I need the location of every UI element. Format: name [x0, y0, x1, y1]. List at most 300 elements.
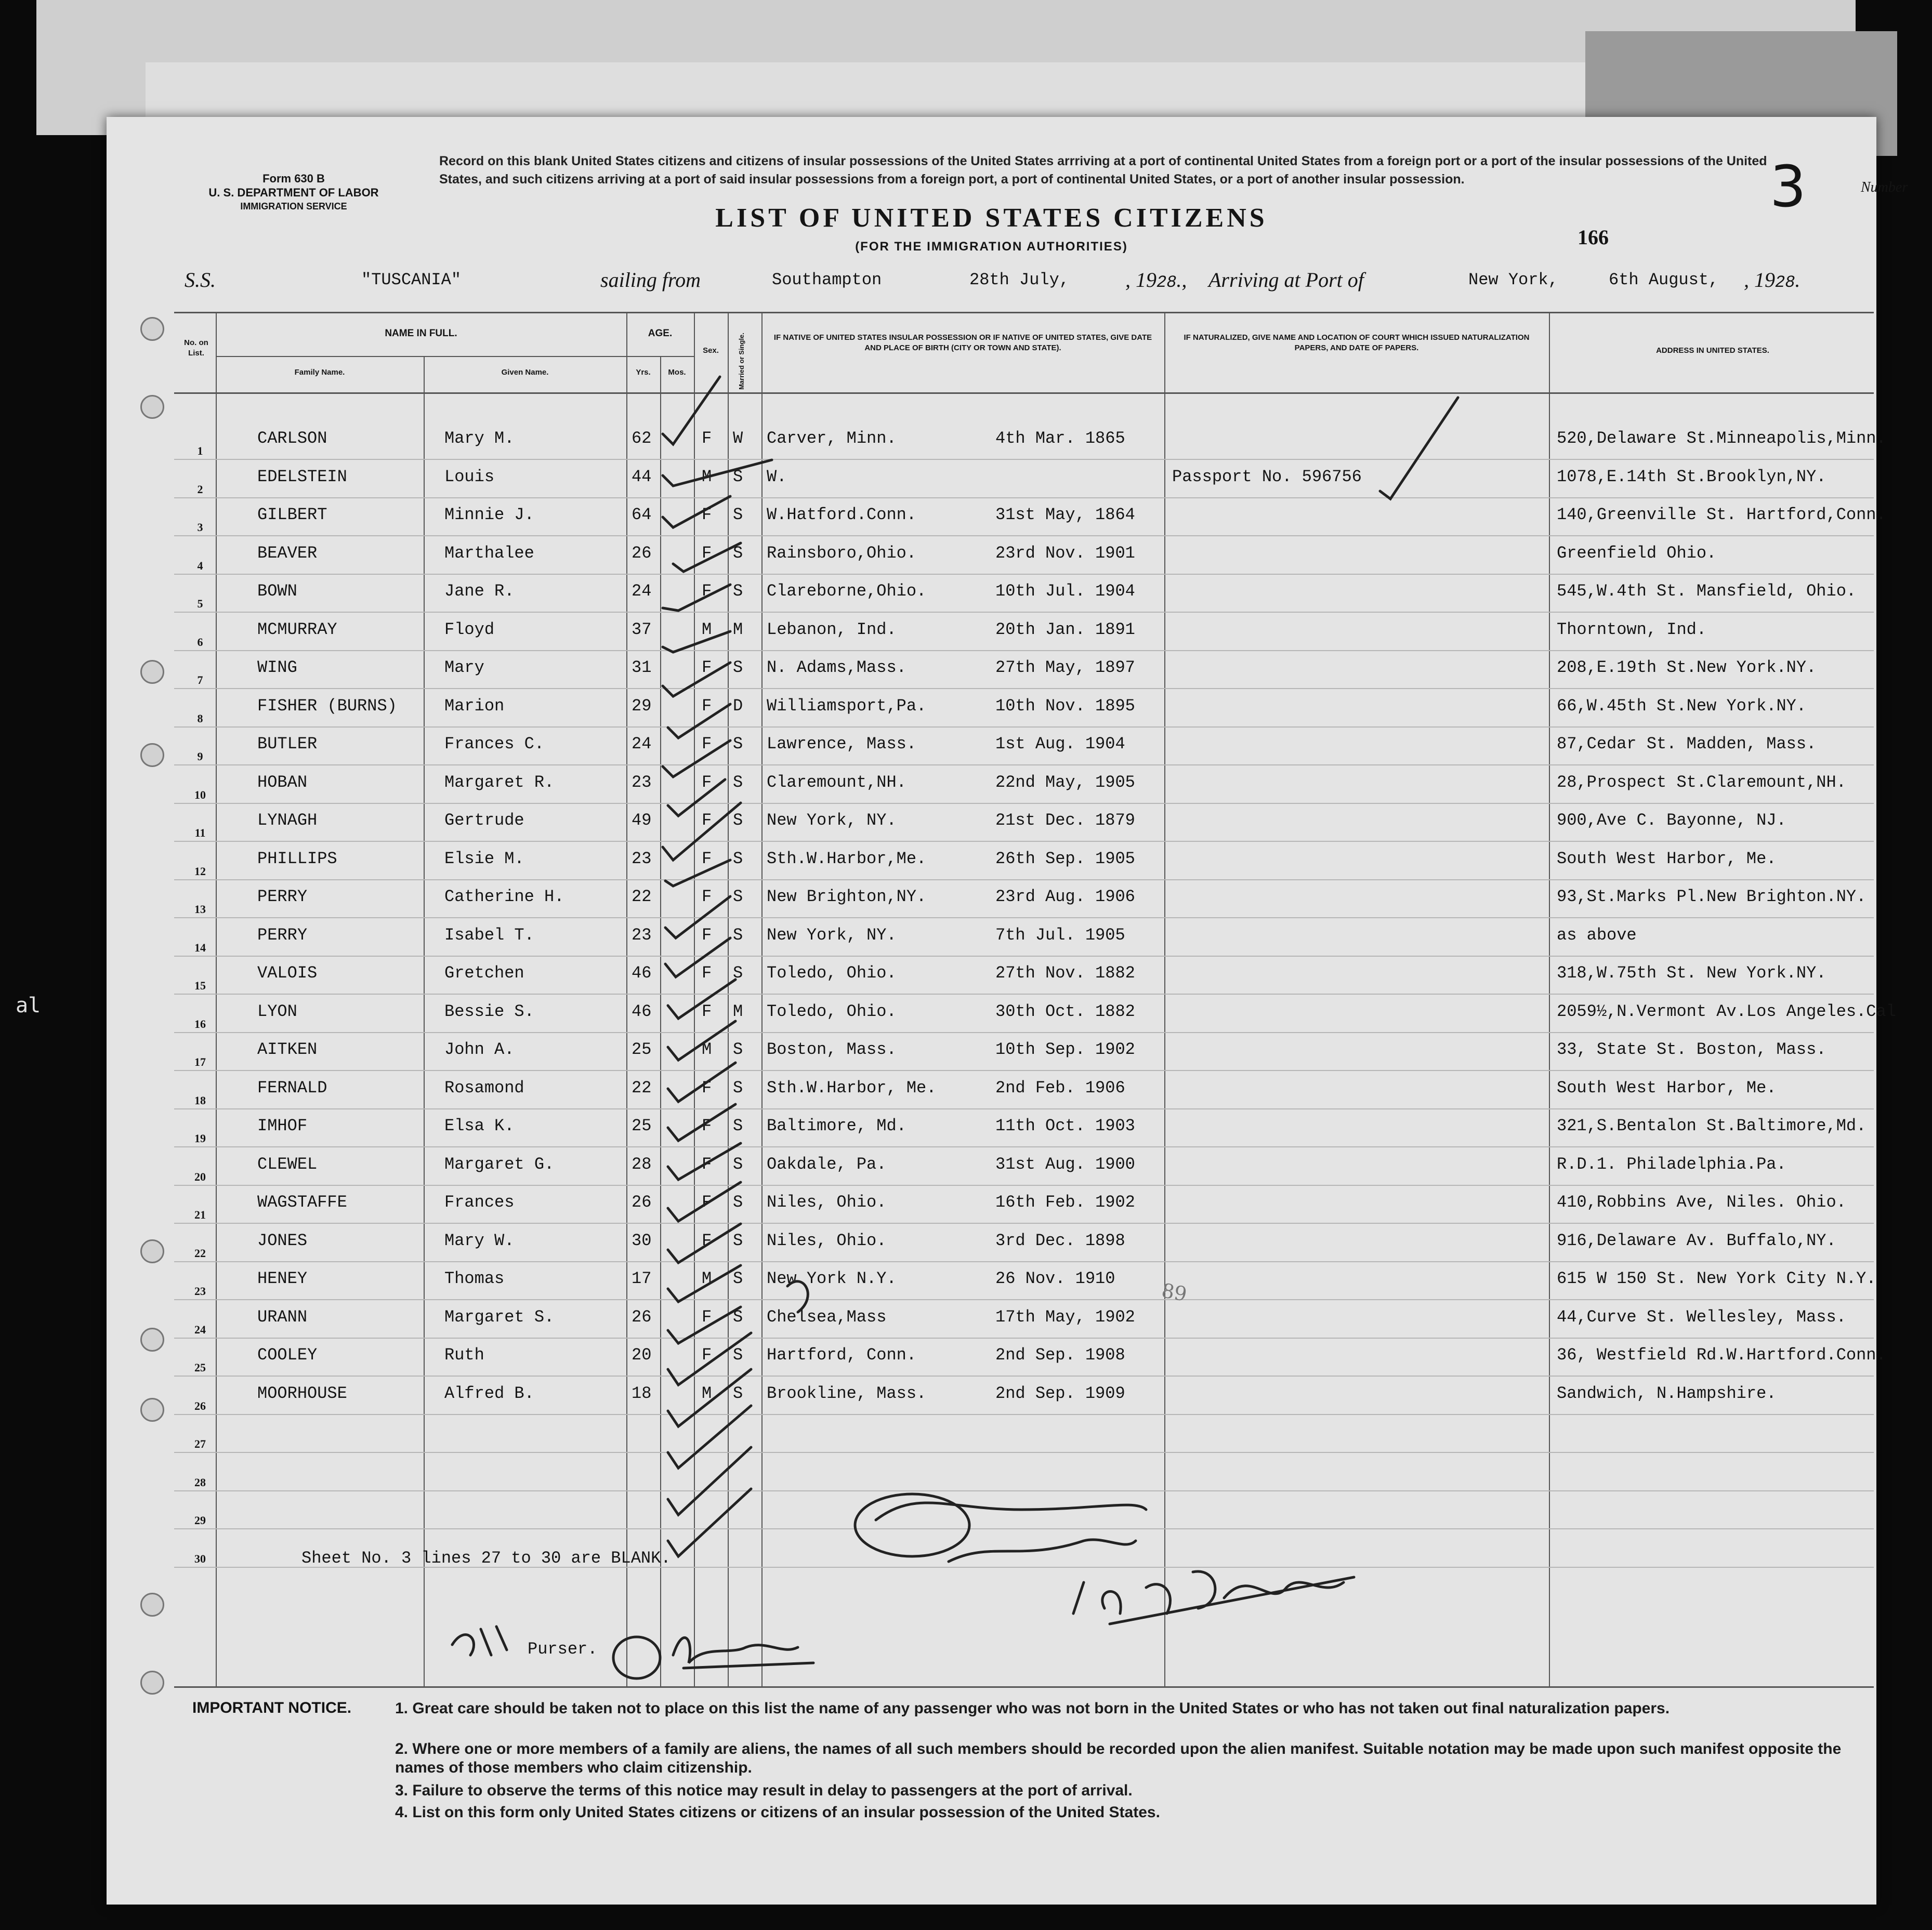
- row-number: 15: [194, 979, 206, 992]
- header-no-on-list: No. on List.: [184, 338, 208, 358]
- check-mark: [668, 1489, 751, 1556]
- cell-family: COOLEY: [257, 1345, 318, 1365]
- signature-stroke: [1110, 1577, 1354, 1624]
- year-prefix: 19: [1754, 268, 1775, 292]
- cell-family: FISHER (BURNS): [257, 696, 397, 716]
- cell-date: 17th May, 1902: [995, 1307, 1135, 1327]
- check-mark: [665, 896, 730, 938]
- cell-age: 26: [632, 1193, 652, 1212]
- notice-item: 3. Failure to observe the terms of this notice may result in delay to passengers at the port of arrival.: [395, 1782, 1133, 1799]
- cell-age: 46: [632, 963, 652, 983]
- cell-age: 46: [632, 1001, 652, 1021]
- cell-sex: F: [702, 1078, 712, 1098]
- cell-ms: S: [733, 1040, 743, 1059]
- cell-sex: F: [702, 734, 712, 754]
- cell-family: MOORHOUSE: [257, 1383, 347, 1403]
- cell-age: 22: [632, 1078, 652, 1098]
- ss-label: S.S.: [185, 268, 216, 292]
- cell-age: 17: [632, 1269, 652, 1288]
- cell-ms: S: [733, 1269, 743, 1288]
- cell-place: Sth.W.Harbor,Me.: [767, 849, 927, 868]
- cell-addr: 318,W.75th St. New York.NY.: [1557, 963, 1826, 983]
- check-mark: [668, 1182, 741, 1221]
- purser-signature: [684, 1663, 813, 1668]
- cell-family: VALOIS: [257, 963, 318, 983]
- cell-family: WAGSTAFFE: [257, 1193, 347, 1212]
- cell-family: PHILLIPS: [257, 849, 337, 868]
- cell-ms: S: [733, 1231, 743, 1250]
- row-number: 21: [194, 1208, 206, 1221]
- header-age: AGE.: [648, 328, 673, 339]
- signature-stroke: [876, 1503, 1146, 1520]
- cell-addr: 87,Cedar St. Madden, Mass.: [1557, 734, 1817, 754]
- cell-date: 3rd Dec. 1898: [995, 1231, 1125, 1250]
- cell-given: Elsa K.: [444, 1116, 515, 1135]
- cell-place: N. Adams,Mass.: [767, 658, 906, 677]
- row-number: 23: [194, 1285, 206, 1298]
- cell-sex: F: [702, 1001, 712, 1021]
- handwritten-marks: [107, 117, 1876, 1905]
- check-mark: [668, 1104, 735, 1141]
- cell-place: Claremount,NH.: [767, 772, 906, 792]
- cell-given: Isabel T.: [444, 925, 534, 945]
- cell-addr: South West Harbor, Me.: [1557, 849, 1777, 868]
- cell-addr: 900,Ave C. Bayonne, NJ.: [1557, 811, 1786, 830]
- cell-family: LYNAGH: [257, 811, 318, 830]
- cell-age: 23: [632, 849, 652, 868]
- ship-name: "TUSCANIA": [361, 270, 462, 289]
- cell-date: 1st Aug. 1904: [995, 734, 1125, 754]
- check-mark: [668, 1224, 741, 1263]
- arrive-year: 28: [1775, 273, 1795, 292]
- cell-ms: S: [733, 467, 743, 486]
- cell-given: Jane R.: [444, 581, 515, 601]
- header-married-single: Married or Single.: [738, 333, 745, 390]
- row-number: 27: [194, 1437, 206, 1450]
- cell-given: Frances C.: [444, 734, 545, 754]
- header-address: ADDRESS IN UNITED STATES.: [1656, 346, 1769, 355]
- row-number: 12: [194, 864, 206, 878]
- cell-age: 62: [632, 429, 652, 448]
- row-number: 19: [194, 1132, 206, 1145]
- depart-year: 28: [1156, 273, 1177, 292]
- check-mark: [668, 1021, 735, 1060]
- check-mark: [668, 1307, 741, 1343]
- cell-addr: 916,Delaware Av. Buffalo,NY.: [1557, 1231, 1836, 1250]
- cell-place: Boston, Mass.: [767, 1040, 897, 1059]
- row-number: 29: [194, 1514, 206, 1527]
- cell-age: 24: [632, 581, 652, 601]
- cell-place: Hartford, Conn.: [767, 1345, 917, 1365]
- cell-sex: F: [702, 581, 712, 601]
- purser-signature: [673, 1637, 798, 1663]
- cell-ms: S: [733, 658, 743, 677]
- row-number: 18: [194, 1093, 206, 1107]
- page-subtitle: (FOR THE IMMIGRATION AUTHORITIES): [855, 240, 1128, 254]
- cell-ms: S: [733, 849, 743, 868]
- check-mark: [673, 543, 741, 572]
- cell-given: Alfred B.: [444, 1383, 534, 1403]
- cell-sex: F: [702, 1307, 712, 1327]
- cell-age: 64: [632, 505, 652, 524]
- record-note: Record on this blank United States citizens and citizens of insular possessions of the United States arrriving at a port of continental United States from a foreign port or a port of the insular possessions of the United States, and such citizens arriving at a port of said insular possessions from a foreign port, a port of continental United States, or a port of another insular possession.: [439, 154, 1767, 187]
- cell-given: Margaret G.: [444, 1154, 555, 1174]
- cell-sex: F: [702, 429, 712, 448]
- cell-place: Oakdale, Pa.: [767, 1154, 887, 1174]
- header-naturalized: IF NATURALIZED, GIVE NAME AND LOCATION OF COURT WHICH ISSUED NATURALIZATION PAPERS, AND DATE OF PAPERS.: [1184, 333, 1530, 352]
- depart-year-prefix: , 1928.,: [1125, 268, 1187, 292]
- check-mark: [668, 779, 725, 816]
- form-number: Form 630 B: [262, 172, 325, 185]
- cell-age: 23: [632, 772, 652, 792]
- cell-place: New York N.Y.: [767, 1269, 897, 1288]
- cell-given: Mary M.: [444, 429, 515, 448]
- cell-sex: F: [702, 696, 712, 716]
- check-mark: [665, 860, 730, 886]
- cell-place: Niles, Ohio.: [767, 1231, 887, 1250]
- check-mark: [668, 704, 730, 738]
- to-port: New York,: [1468, 270, 1558, 289]
- cell-place: Sth.W.Harbor, Me.: [767, 1078, 937, 1098]
- cell-family: URANN: [257, 1307, 308, 1327]
- row-number: 24: [194, 1323, 206, 1336]
- check-mark: [663, 460, 772, 486]
- cell-given: Marthalee: [444, 543, 534, 563]
- cell-ms: S: [733, 1078, 743, 1098]
- cell-family: HOBAN: [257, 772, 308, 792]
- number-value: 3: [1770, 153, 1806, 220]
- cell-family: LYON: [257, 1001, 297, 1021]
- check-mark: [668, 1265, 741, 1302]
- cell-ms: S: [733, 1383, 743, 1403]
- row-number: 20: [194, 1170, 206, 1183]
- cell-date: 26th Sep. 1905: [995, 849, 1135, 868]
- cell-ms: M: [733, 1001, 743, 1021]
- cell-age: 22: [632, 887, 652, 906]
- cell-sex: F: [702, 963, 712, 983]
- cell-family: AITKEN: [257, 1040, 318, 1059]
- cell-date: 11th Oct. 1903: [995, 1116, 1135, 1135]
- cell-age: 29: [632, 696, 652, 716]
- cell-ms: S: [733, 887, 743, 906]
- cell-date: 20th Jan. 1891: [995, 619, 1135, 639]
- cell-date: 16th Feb. 1902: [995, 1193, 1135, 1212]
- cell-sex: F: [702, 887, 712, 906]
- row-number: 16: [194, 1017, 206, 1030]
- cell-family: EDELSTEIN: [257, 467, 347, 486]
- cell-ms: S: [733, 1116, 743, 1135]
- cell-addr: as above: [1557, 925, 1637, 945]
- cell-place: Rainsboro,Ohio.: [767, 543, 917, 563]
- cell-ms: S: [733, 1154, 743, 1174]
- cell-age: 25: [632, 1116, 652, 1135]
- header-birth: IF NATIVE OF UNITED STATES INSULAR POSSESSION OR IF NATIVE OF UNITED STATES, GIVE DATE AND PLACE OF BIRTH (CITY OR TOWN AND STATE).: [773, 333, 1152, 352]
- cell-given: Mary W.: [444, 1231, 515, 1250]
- cell-given: Marion: [444, 696, 505, 716]
- cell-sex: M: [702, 1383, 712, 1403]
- cell-addr: South West Harbor, Me.: [1557, 1078, 1777, 1098]
- signature-stroke: [949, 1540, 1136, 1562]
- notice-item: 1. Great care should be taken not to place on this list the name of any passenger who was not born in the United States or who has not taken out final naturalization papers.: [395, 1700, 1670, 1717]
- cell-date: 7th Jul. 1905: [995, 925, 1125, 945]
- cell-ms: M: [733, 619, 743, 639]
- depart-date: 28th July,: [969, 270, 1070, 289]
- purser-label: Purser.: [528, 1640, 598, 1659]
- cell-sex: F: [702, 772, 712, 792]
- cell-date: 2nd Sep. 1908: [995, 1345, 1125, 1365]
- cell-place: New York, NY.: [767, 811, 897, 830]
- sheet-id: 166: [1578, 226, 1609, 249]
- cell-addr: 410,Robbins Ave, Niles. Ohio.: [1557, 1193, 1846, 1212]
- cell-date: 30th Oct. 1882: [995, 1001, 1135, 1021]
- cell-age: 37: [632, 619, 652, 639]
- header-yrs: Yrs.: [636, 368, 651, 377]
- row-number: 10: [194, 788, 206, 801]
- cell-addr: 2059½,N.Vermont Av.Los Angeles.Cal: [1557, 1001, 1896, 1021]
- check-mark: [665, 938, 730, 977]
- cell-date: 10th Jul. 1904: [995, 581, 1135, 601]
- cell-sex: F: [702, 505, 712, 524]
- cell-age: 31: [632, 658, 652, 677]
- cell-given: John A.: [444, 1040, 515, 1059]
- cell-ms: S: [733, 963, 743, 983]
- cell-given: Frances: [444, 1193, 515, 1212]
- cell-place: Baltimore, Md.: [767, 1116, 906, 1135]
- cell-family: CLEWEL: [257, 1154, 318, 1174]
- row-number: 28: [194, 1475, 206, 1489]
- cell-place: New York, NY.: [767, 925, 897, 945]
- row-number: 8: [197, 711, 203, 725]
- cell-given: Louis: [444, 467, 495, 486]
- cell-date: 10th Nov. 1895: [995, 696, 1135, 716]
- page-title: LIST OF UNITED STATES CITIZENS: [715, 203, 1268, 233]
- cell-addr: 36, Westfield Rd.W.Hartford.Conn.: [1557, 1345, 1886, 1365]
- cell-place: W.: [767, 467, 787, 486]
- cell-date: 27th Nov. 1882: [995, 963, 1135, 983]
- cell-family: BEAVER: [257, 543, 318, 563]
- cell-family: JONES: [257, 1231, 308, 1250]
- row-number: 7: [197, 673, 203, 686]
- row-number: 25: [194, 1361, 206, 1374]
- row-number: 30: [194, 1552, 206, 1565]
- arrive-date: 6th August,: [1609, 270, 1719, 289]
- cell-date: 10th Sep. 1902: [995, 1040, 1135, 1059]
- row-number: 4: [197, 559, 203, 572]
- cell-sex: F: [702, 1116, 712, 1135]
- cell-addr: 1078,E.14th St.Brooklyn,NY.: [1557, 467, 1826, 486]
- edge-fragment: [0, 987, 78, 1029]
- arriving-label: Arriving at Port of: [1208, 268, 1364, 292]
- cell-given: Bessie S.: [444, 1001, 534, 1021]
- cell-place: Niles, Ohio.: [767, 1193, 887, 1212]
- cell-age: 30: [632, 1231, 652, 1250]
- cell-given: Margaret S.: [444, 1307, 555, 1327]
- cell-date: 2nd Sep. 1909: [995, 1383, 1125, 1403]
- notice-label: IMPORTANT NOTICE.: [192, 1699, 352, 1716]
- cell-sex: F: [702, 849, 712, 868]
- cell-place: Williamsport,Pa.: [767, 696, 927, 716]
- cell-date: 4th Mar. 1865: [995, 429, 1125, 448]
- header-sex: Sex.: [703, 346, 719, 355]
- cell-given: Margaret R.: [444, 772, 555, 792]
- cell-place: Clareborne,Ohio.: [767, 581, 927, 601]
- cell-family: CARLSON: [257, 429, 327, 448]
- cell-sex: F: [702, 1193, 712, 1212]
- row-number: 22: [194, 1246, 206, 1260]
- cell-addr: 28,Prospect St.Claremount,NH.: [1557, 772, 1846, 792]
- form-department: U. S. DEPARTMENT OF LABOR: [208, 186, 379, 199]
- form-service: IMMIGRATION SERVICE: [240, 201, 347, 211]
- manifest-sheet: [107, 117, 1908, 1905]
- cell-addr: 545,W.4th St. Mansfield, Ohio.: [1557, 581, 1857, 601]
- cell-addr: Thorntown, Ind.: [1557, 619, 1707, 639]
- check-mark: [1380, 398, 1458, 499]
- row-number: 9: [197, 750, 203, 763]
- notice-item: 4. List on this form only United States citizens or citizens of an insular possession of the United States.: [395, 1804, 1160, 1821]
- header-mos: Mos.: [668, 368, 686, 377]
- cell-sex: M: [702, 1040, 712, 1059]
- cell-addr: 44,Curve St. Wellesley, Mass.: [1557, 1307, 1846, 1327]
- cell-place: Lebanon, Ind.: [767, 619, 897, 639]
- cell-date: 23rd Nov. 1901: [995, 543, 1135, 563]
- check-mark: [663, 585, 730, 611]
- year-prefix: 19: [1136, 268, 1156, 292]
- cell-ms: S: [733, 543, 743, 563]
- cell-addr: R.D.1. Philadelphia.Pa.: [1557, 1154, 1786, 1174]
- cell-given: Elsie M.: [444, 849, 524, 868]
- from-port: Southampton: [772, 270, 882, 289]
- cell-given: Rosamond: [444, 1078, 524, 1098]
- cell-sex: M: [702, 467, 712, 486]
- cell-age: 18: [632, 1383, 652, 1403]
- cell-addr: 321,S.Bentalon St.Baltimore,Md.: [1557, 1116, 1867, 1135]
- cell-sex: F: [702, 925, 712, 945]
- cell-family: MCMURRAY: [257, 619, 337, 639]
- row-number: 13: [194, 903, 206, 916]
- cell-age: 49: [632, 811, 652, 830]
- cell-addr: Greenfield Ohio.: [1557, 543, 1717, 563]
- cell-ms: S: [733, 925, 743, 945]
- cell-age: 28: [632, 1154, 652, 1174]
- cell-given: Floyd: [444, 619, 495, 639]
- cell-family: FERNALD: [257, 1078, 327, 1098]
- purser-stamp: [613, 1637, 660, 1678]
- cell-sex: M: [702, 619, 712, 639]
- check-mark: [668, 1143, 741, 1180]
- cell-ms: S: [733, 811, 743, 830]
- cell-addr: 33, State St. Boston, Mass.: [1557, 1040, 1826, 1059]
- cell-family: HENEY: [257, 1269, 308, 1288]
- cell-age: 24: [632, 734, 652, 754]
- check-mark: [663, 663, 730, 696]
- cell-place: W.Hatford.Conn.: [767, 505, 917, 524]
- cell-sex: M: [702, 1269, 712, 1288]
- row-number: 26: [194, 1399, 206, 1412]
- cell-ms: S: [733, 772, 743, 792]
- cell-family: GILBERT: [257, 505, 327, 524]
- row-number: 3: [197, 521, 203, 534]
- cell-age: 23: [632, 925, 652, 945]
- cell-date: 22nd May, 1905: [995, 772, 1135, 792]
- cell-family: WING: [257, 658, 297, 677]
- cell-ms: D: [733, 696, 743, 716]
- cell-age: 25: [632, 1040, 652, 1059]
- cell-age: 26: [632, 543, 652, 563]
- cell-addr: 208,E.19th St.New York.NY.: [1557, 658, 1817, 677]
- check-mark: [668, 1447, 751, 1515]
- cell-sex: F: [702, 658, 712, 677]
- cell-ms: S: [733, 581, 743, 601]
- cell-place: Chelsea,Mass: [767, 1307, 887, 1327]
- cell-given: Ruth: [444, 1345, 484, 1365]
- row-number: 5: [197, 597, 203, 610]
- cell-given: Gertrude: [444, 811, 524, 830]
- row-number: 17: [194, 1055, 206, 1068]
- cell-ms: W: [733, 429, 743, 448]
- row-number: 6: [197, 635, 203, 649]
- cell-age: 44: [632, 467, 652, 486]
- cell-date: 27th May, 1897: [995, 658, 1135, 677]
- cell-given: Catherine H.: [444, 887, 564, 906]
- cell-place: Carver, Minn.: [767, 429, 897, 448]
- cell-family: IMHOF: [257, 1116, 308, 1135]
- cell-addr: 93,St.Marks Pl.New Brighton.NY.: [1557, 887, 1867, 906]
- cell-ms: S: [733, 1307, 743, 1327]
- cell-ms: S: [733, 505, 743, 524]
- cell-sex: F: [702, 1154, 712, 1174]
- cell-addr: 615 W 150 St. New York City N.Y.: [1557, 1269, 1876, 1288]
- cell-sex: F: [702, 1345, 712, 1365]
- header-family-name: Family Name.: [294, 368, 345, 377]
- cell-addr: 520,Delaware St.Minneapolis,Minn.: [1557, 429, 1886, 448]
- cell-addr: Sandwich, N.Hampshire.: [1557, 1383, 1777, 1403]
- row-number: 11: [194, 826, 206, 839]
- cell-place: Toledo, Ohio.: [767, 963, 897, 983]
- check-mark: [663, 496, 730, 527]
- cell-date: 21st Dec. 1879: [995, 811, 1135, 830]
- cell-date: 31st May, 1864: [995, 505, 1135, 524]
- cell-place: Lawrence, Mass.: [767, 734, 917, 754]
- edge-fragment-text: al: [16, 994, 41, 1017]
- number-label: Number: [1861, 179, 1908, 195]
- cell-age: 20: [632, 1345, 652, 1365]
- header-name-in-full: NAME IN FULL.: [385, 328, 457, 339]
- cell-addr: 140,Greenville St. Hartford,Conn.: [1557, 505, 1886, 524]
- cell-place: Toledo, Ohio.: [767, 1001, 897, 1021]
- cell-given: Gretchen: [444, 963, 524, 983]
- cell-ms: S: [733, 1345, 743, 1365]
- cell-sex: F: [702, 1231, 712, 1250]
- cell-sex: F: [702, 543, 712, 563]
- row-number: 2: [197, 482, 203, 496]
- row-number: 1: [197, 444, 203, 457]
- cell-date: 31st Aug. 1900: [995, 1154, 1135, 1174]
- cell-place: Brookline, Mass.: [767, 1383, 927, 1403]
- cell-family: PERRY: [257, 925, 308, 945]
- cell-given: Thomas: [444, 1269, 505, 1288]
- cell-nat: Passport No. 596756: [1172, 467, 1362, 486]
- cell-date: 26 Nov. 1910: [995, 1269, 1115, 1288]
- cell-addr: 66,W.45th St.New York.NY.: [1557, 696, 1807, 716]
- cell-sex: F: [702, 811, 712, 830]
- check-mark: [668, 980, 735, 1019]
- check-mark: [663, 631, 730, 652]
- scribble: [787, 1281, 808, 1312]
- check-mark: [663, 377, 720, 444]
- margin-note: 89: [1160, 1279, 1189, 1306]
- cell-date: 2nd Feb. 1906: [995, 1078, 1125, 1098]
- cell-date: 23rd Aug. 1906: [995, 887, 1135, 906]
